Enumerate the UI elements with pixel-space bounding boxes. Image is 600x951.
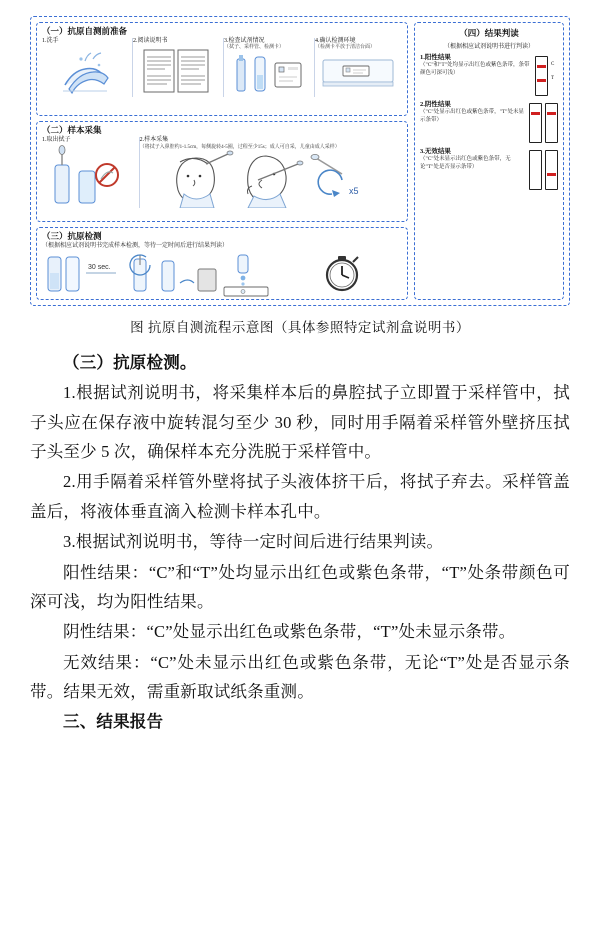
strip-group-negative: [529, 101, 558, 143]
swab-out-icon: [42, 145, 136, 209]
step-collect-sample: [139, 137, 402, 208]
nasal-swab-icon: [140, 150, 402, 208]
step-confirm-environment: [314, 38, 402, 97]
mark-c: C: [551, 62, 555, 67]
document-page: [0, 16, 600, 951]
figure-caption: 图 抗原自测流程示意图（具体参照特定试剂盒说明书）: [130, 320, 470, 335]
antigen-test-flow-figure: [30, 16, 570, 306]
result-item-positive: [420, 54, 558, 96]
result-panel-sub: （根据相应试剂说明书进行判读）: [443, 44, 534, 50]
paragraph-1: 1.根据试剂说明书，将采集样本后的鼻腔拭子立即置于采样管中，拭子头应在保存液中旋转混匀至少 30 秒，同时用手隔着采样管外壁挤压拭子头至少 5 次，确保样本充分洗脱于采样管中。: [30, 383, 570, 462]
panel-sampling: [36, 121, 408, 222]
step-wash-hands: [42, 38, 129, 97]
section-heading: （三）抗原检测。: [63, 353, 197, 372]
instruction-sheet-icon: [133, 45, 220, 97]
step-sub: （将拭子入鼻腔约1-1.5cm，每侧旋转4-5圈，过程至少15s；成人可自采，儿童由成人采样）: [139, 144, 340, 150]
detection-steps-art: [42, 253, 402, 297]
panel-antigen-detection: [36, 227, 408, 300]
paragraph-positive-result: 阳性结果：“C”和“T”处均显示出红色或紫色条带，“T”处条带颜色可深可浅，均为阳性结果。: [30, 562, 570, 611]
ct-marks: [551, 56, 558, 90]
paragraph-invalid-result: 无效结果：“C”处未显示出红色或紫色条带，无论“T”处是否显示条带。结果无效，需重新取试纸条重测。: [30, 652, 570, 701]
test-strip-invalid-blank: [529, 150, 542, 190]
step-label: 4.确认检测环境: [315, 38, 356, 45]
step-check-kit: [223, 38, 311, 97]
test-strip-positive: [535, 56, 548, 96]
result-panel-title: （四）结果判读: [459, 28, 519, 38]
paragraph-negative-result: 阴性结果：“C”处显示出红色或紫色条带，“T”处未显示条带。: [63, 622, 516, 642]
result-heading: 3.无效结果: [420, 148, 451, 155]
svg-text:30 sec.: 30 sec.: [88, 263, 111, 271]
step-label: 2.阅读说明书: [133, 38, 168, 45]
figure-left-column: [36, 22, 408, 300]
step-label: 2.样本采集: [139, 137, 169, 144]
paragraph-2: 2.用手隔着采样管外壁将拭子头液体挤干后，将拭子弃去。采样管盖盖后，将液体垂直滴入检测卡样本孔中。: [30, 472, 570, 521]
panel-antigen-detection-title: （三）抗原检测: [42, 231, 102, 241]
step-read-instructions: [132, 38, 220, 97]
panel-preparation: [36, 22, 408, 116]
step-label: 3.检查试剂情况: [224, 38, 265, 45]
panel-preparation-title: （一）抗原自测前准备: [42, 26, 128, 36]
panel-result-interpretation: [414, 22, 564, 300]
paragraph-3: 3.根据试剂说明书，等待一定时间后进行结果判读。: [63, 532, 444, 552]
result-item-invalid: [420, 148, 558, 190]
svg-text:x5: x5: [348, 186, 359, 197]
panel-preparation-steps: [42, 38, 402, 97]
step-take-swab: [42, 137, 136, 208]
mark-t: T: [551, 76, 555, 81]
step-label: 1.取出拭子: [42, 137, 71, 144]
test-kit-icon: [224, 51, 311, 97]
strip-group-positive: [535, 54, 558, 96]
handwash-icon: [42, 45, 129, 97]
test-strip-negative: [529, 103, 542, 143]
panel-antigen-detection-sub: （根据相应试剂说明书完成样本检测，等待一定时间后进行结果判读）: [42, 243, 229, 250]
test-strip-invalid-t-only: [545, 150, 558, 190]
final-heading: 三、结果报告: [63, 712, 164, 732]
step-sub: （拭子、采样管、检测卡）: [224, 45, 285, 51]
result-heading: 2.阴性结果: [420, 101, 451, 108]
test-strip-negative-alt: [545, 103, 558, 143]
result-item-negative: [420, 101, 558, 143]
panel-sampling-steps: [42, 137, 402, 208]
document-body: [30, 348, 570, 737]
panel-sampling-title: （二）样本采集: [42, 125, 102, 136]
result-desc: （"C"和"T"处均显示出红色或紫色条带，条带颜色可深可浅）: [420, 62, 530, 76]
strip-group-invalid: [529, 148, 558, 190]
result-desc: （"C"处显示出红色或紫色条带，"T"处未显示条带）: [420, 109, 525, 123]
result-desc: （"C"处未显示出红色或紫色条带，无论"T"处是否显示条带）: [420, 156, 511, 170]
clean-surface-icon: [315, 51, 402, 97]
step-sub: （检测卡平放于清洁台面）: [315, 45, 376, 51]
result-heading: 1.阳性结果: [420, 54, 451, 61]
step-label: 1.洗手: [42, 38, 59, 45]
